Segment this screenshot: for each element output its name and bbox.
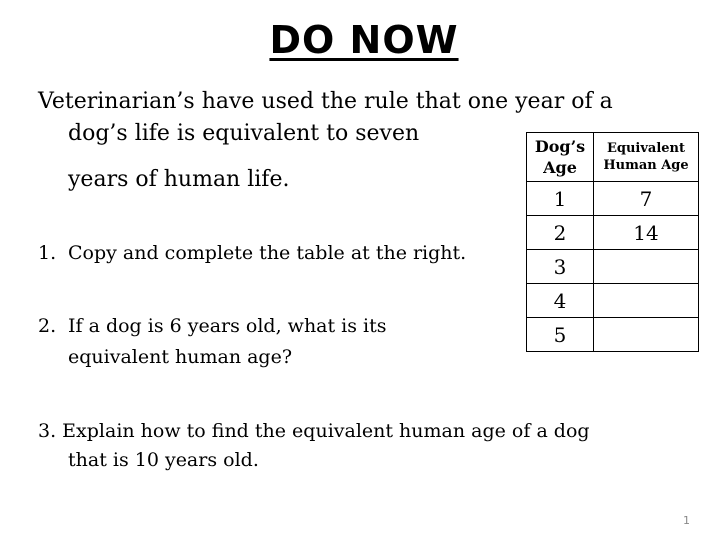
intro-line-1: Veterinarian’s have used the rule that one year of a bbox=[38, 89, 613, 114]
human-age-cell bbox=[594, 250, 699, 284]
question-2 bbox=[38, 313, 387, 368]
dog-age-table bbox=[526, 132, 699, 352]
question-number: 2. bbox=[38, 315, 57, 337]
dog-age-cell: 1 bbox=[527, 182, 594, 216]
page-number: 1 bbox=[683, 514, 690, 527]
title-text: DO NOW bbox=[269, 18, 459, 62]
question-1 bbox=[38, 240, 466, 266]
header-human-age: Equivalent Human Age bbox=[594, 133, 699, 182]
human-age-cell: 14 bbox=[594, 216, 699, 250]
question-3 bbox=[38, 418, 590, 471]
header-dog-age: Dog’s Age bbox=[527, 133, 594, 182]
dog-age-cell: 5 bbox=[527, 318, 594, 352]
human-age-cell bbox=[594, 318, 699, 352]
intro-line-3: years of human life. bbox=[68, 167, 290, 192]
question-text: Explain how to find the equivalent human age of a dog bbox=[56, 420, 590, 442]
question-number: 1. bbox=[38, 242, 57, 264]
question-text: If a dog is 6 years old, what is its bbox=[68, 315, 387, 337]
question-text: Copy and complete the table at the right. bbox=[68, 242, 467, 264]
table-row bbox=[527, 216, 699, 250]
page-title bbox=[0, 18, 728, 62]
question-text-continued: that is 10 years old. bbox=[68, 449, 259, 471]
dog-age-cell: 4 bbox=[527, 284, 594, 318]
table-row bbox=[527, 182, 699, 216]
table-row bbox=[527, 284, 699, 318]
dog-age-cell: 2 bbox=[527, 216, 594, 250]
table-row bbox=[527, 250, 699, 284]
question-text-continued: equivalent human age? bbox=[68, 346, 293, 368]
intro-line-2: dog’s life is equivalent to seven bbox=[68, 121, 420, 146]
human-age-cell: 7 bbox=[594, 182, 699, 216]
dog-age-cell: 3 bbox=[527, 250, 594, 284]
table-row bbox=[527, 318, 699, 352]
question-number: 3. bbox=[38, 420, 57, 442]
table-header-row bbox=[527, 133, 699, 182]
human-age-cell bbox=[594, 284, 699, 318]
